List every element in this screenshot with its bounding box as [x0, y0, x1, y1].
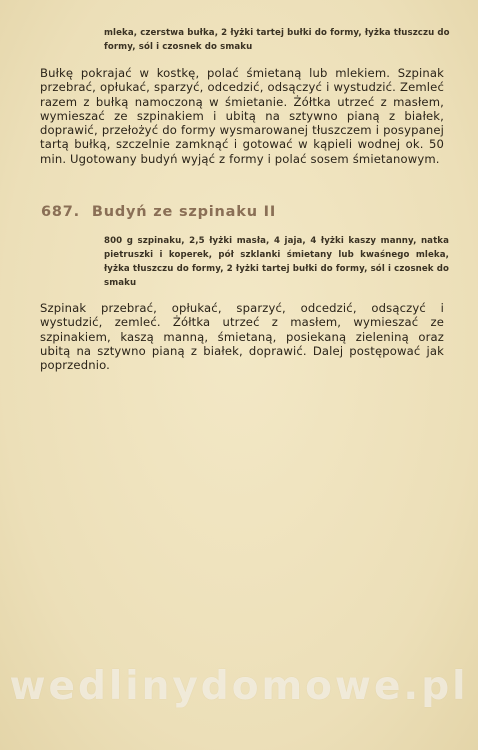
ingredients-list-686: mleka, czerstwa bułka, 2 łyżki tartej bułki do formy, łyżka tłuszczu do formy, sól i czosnek do smaku [104, 28, 450, 52]
instructions-687: Szpinak przebrać, opłukać, sparzyć, odcedzić, odsączyć i wystudzić, zemleć. Żółtka utrzeć z masłem, wymieszać ze szpinakiem, kaszą manną, śmietaną, posiekaną zieleniną oraz ubitą na sztywno pianą z białek, doprawić. Dalej postępować jak poprzednio. [40, 301, 444, 373]
ingredients-list-687: 800 g szpinaku, 2,5 łyżki masła, 4 jaja, 4 łyżki kaszy manny, natka pietruszki i koperek, pół szklanki śmietany lub kwaśnego mleka, łyżka tłuszczu do formy, 2 łyżki tartej bułki do formy, sól i czosnek do smaku [104, 236, 449, 288]
recipe-heading-687 [41, 204, 276, 220]
watermark: wedlinydomowe.pl [9, 664, 469, 709]
instructions-686: Bułkę pokrajać w kostkę, polać śmietaną lub mlekiem. Szpinak przebrać, opłukać, sparzyć, odcedzić, odsączyć i wystudzić. Zemleć razem z bułką namoczoną w śmietanie. Żółtka utrzeć z masłem, wymieszać ze szpinakiem i ubitą na sztywno pianą z białek, doprawić, przełożyć do formy wysmarowanej tłuszczem i posypanej tartą bułką, szczelnie zamknąć i gotować w kąpieli wodnej ok. 50 min. Ugotowany budyń wyjąć z formy i polać sosem śmietanowym. [40, 66, 444, 166]
recipe-title: Budyń ze szpinaku II [91, 204, 277, 220]
recipe-number: 687. [41, 204, 80, 220]
